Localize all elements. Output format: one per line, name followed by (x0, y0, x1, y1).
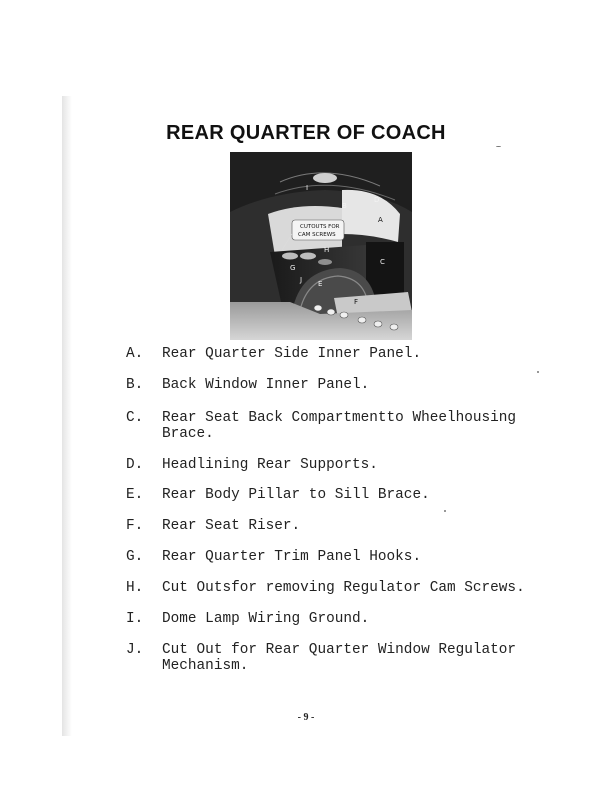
rear-quarter-photo (230, 152, 412, 340)
callout-line-1: CUTOUTS FOR (300, 224, 340, 230)
legend-text: Cut Outsfor removing Regulator Cam Screws. (162, 580, 525, 596)
page-title: REAR QUARTER OF COACH (166, 122, 446, 144)
label-f: F (354, 298, 359, 306)
rear-quarter-illustration (230, 152, 412, 340)
legend-key: I. (126, 611, 144, 627)
label-a: A (378, 216, 383, 224)
trim-hook (374, 321, 382, 327)
label-e: E (318, 280, 323, 288)
trim-hook (390, 324, 398, 330)
trim-hook (327, 309, 335, 315)
legend-key: D. (126, 457, 144, 473)
trim-hook (314, 305, 322, 311)
scan-speck (444, 510, 446, 512)
cam-screw-cutout (300, 253, 316, 260)
legend-text: Rear Seat Back Compartmentto Wheelhousing Brace. (162, 410, 517, 442)
legend-text: Dome Lamp Wiring Ground. (162, 611, 370, 627)
cam-screw-cutout (282, 253, 298, 260)
legend-key: F. (126, 518, 144, 534)
label-g: G (290, 264, 296, 272)
scan-speck (496, 146, 501, 147)
page-number: - 9 - (297, 712, 315, 723)
trim-hook (340, 312, 348, 318)
cam-screw-cutout (318, 259, 332, 265)
page-edge-shadow (62, 96, 72, 736)
legend-key: E. (126, 487, 144, 503)
legend-key: J. (126, 642, 144, 658)
legend-key: A. (126, 346, 144, 362)
label-c: C (380, 258, 385, 266)
legend-key: H. (126, 580, 144, 596)
legend-key: B. (126, 377, 144, 393)
legend-text: Back Window Inner Panel. (162, 377, 370, 393)
label-b: B (342, 202, 347, 210)
legend-text: Headlining Rear Supports. (162, 457, 378, 473)
trim-hook (358, 317, 366, 323)
label-d: D (374, 196, 380, 204)
legend-text: Rear Seat Riser. (162, 518, 301, 534)
legend-key: G. (126, 549, 144, 565)
label-h: H (324, 246, 330, 254)
legend-key: C. (126, 410, 144, 426)
dome-lamp (313, 173, 337, 183)
legend-text: Rear Quarter Trim Panel Hooks. (162, 549, 422, 565)
legend-text: Cut Out for Rear Quarter Window Regulator Mechanism. (162, 642, 517, 674)
legend-text: Rear Body Pillar to Sill Brace. (162, 487, 430, 503)
callout-line-2: CAM SCREWS (298, 232, 336, 238)
label-j: J (300, 276, 303, 284)
legend-text: Rear Quarter Side Inner Panel. (162, 346, 422, 362)
scan-speck (537, 371, 539, 373)
label-i: I (306, 184, 309, 192)
